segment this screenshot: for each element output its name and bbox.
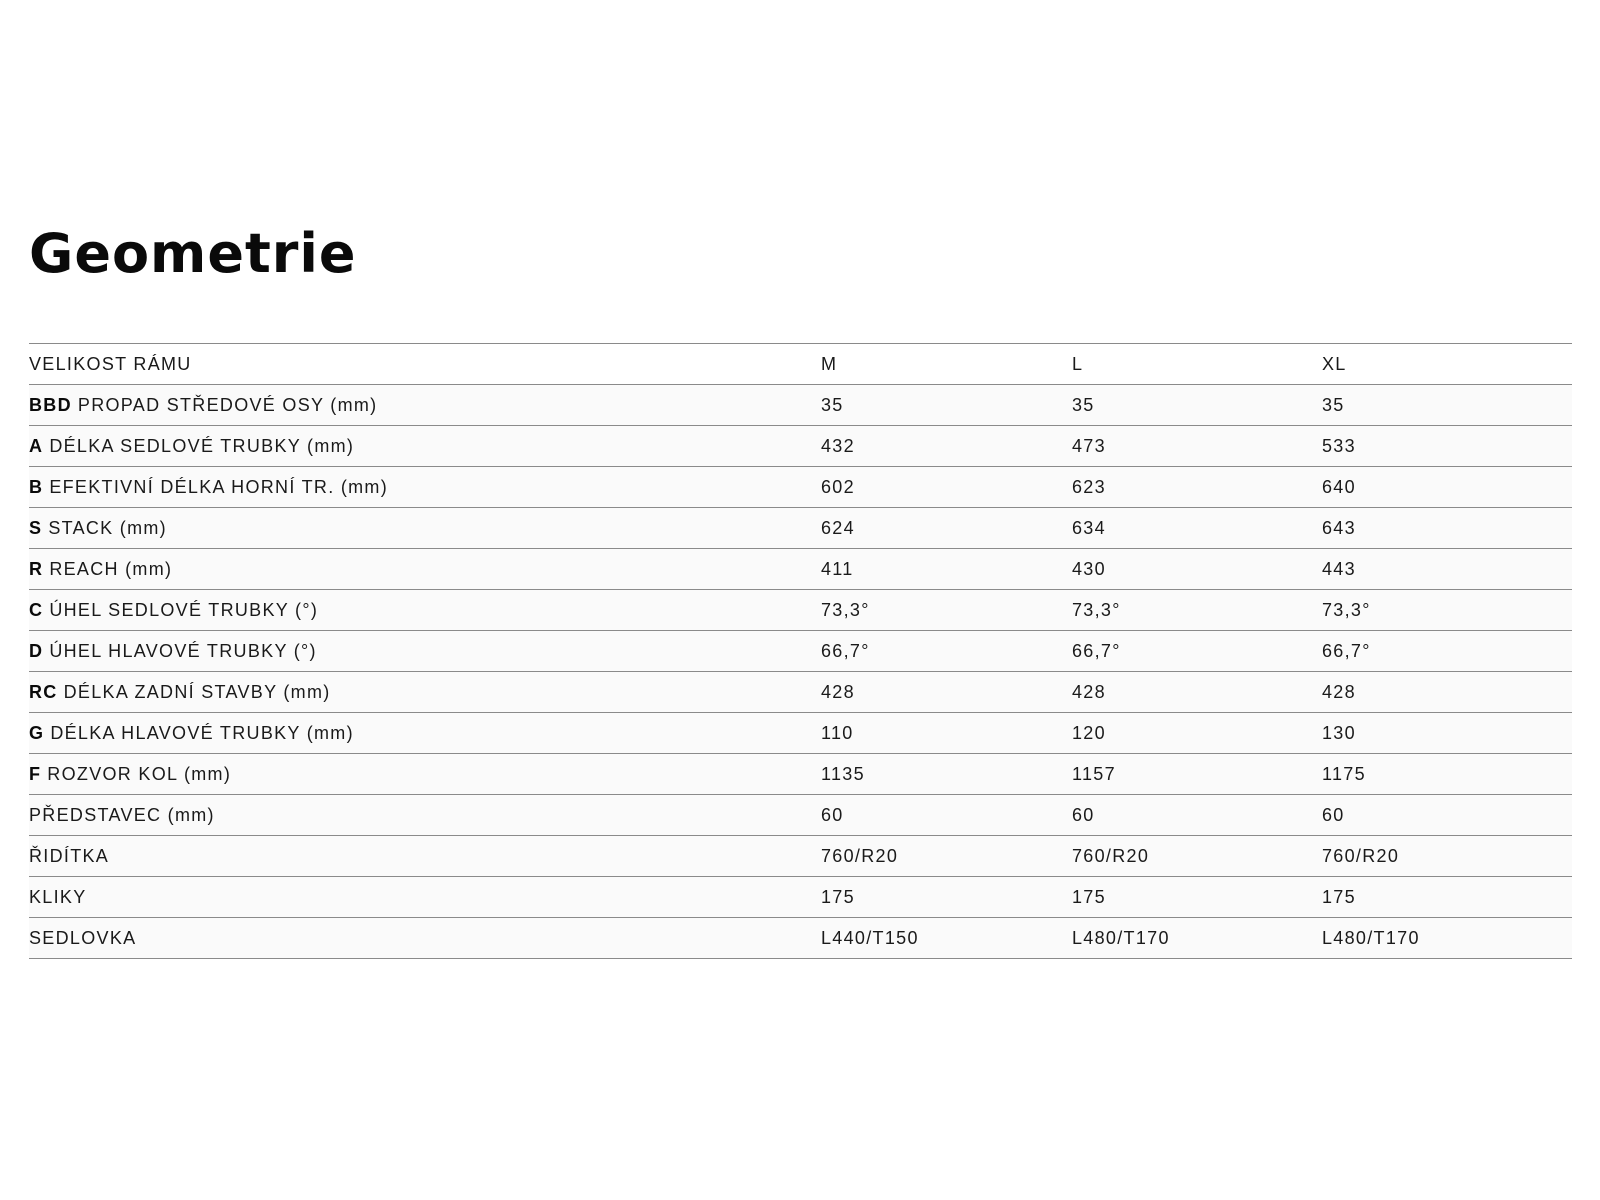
table-row	[29, 918, 1572, 959]
table-row	[29, 877, 1572, 918]
table-row	[29, 713, 1572, 754]
value-l: 1157	[1072, 764, 1116, 784]
table-row	[29, 385, 1572, 426]
value-xl: 443	[1322, 559, 1356, 579]
value-l: 623	[1072, 477, 1106, 497]
geometry-table	[29, 343, 1572, 959]
value-xl: 533	[1322, 436, 1356, 456]
value-xl: 643	[1322, 518, 1356, 538]
row-label	[29, 918, 136, 958]
row-label-text: REACH (mm)	[49, 559, 173, 579]
value-l: L480/T170	[1072, 928, 1170, 948]
value-m: L440/T150	[821, 928, 919, 948]
row-label-text: EFEKTIVNÍ DÉLKA HORNÍ TR. (mm)	[49, 477, 389, 497]
value-xl: 1175	[1322, 764, 1366, 784]
value-l: 634	[1072, 518, 1106, 538]
value-m: 175	[821, 887, 855, 907]
row-code: F	[29, 764, 42, 784]
value-m: 66,7°	[821, 641, 870, 661]
value-xl: 73,3°	[1322, 600, 1371, 620]
row-label	[29, 877, 87, 917]
row-label-text: PŘEDSTAVEC (mm)	[29, 805, 215, 825]
header-frame-size-label: VELIKOST RÁMU	[29, 354, 192, 374]
row-label-text: ROZVOR KOL (mm)	[47, 764, 232, 784]
row-label-text: DÉLKA SEDLOVÉ TRUBKY (mm)	[49, 436, 355, 456]
value-xl: 428	[1322, 682, 1356, 702]
header-size-l: L	[1072, 354, 1084, 374]
row-code: G	[29, 723, 45, 743]
row-code: BBD	[29, 395, 72, 415]
value-l: 473	[1072, 436, 1106, 456]
row-label	[29, 549, 172, 589]
value-m: 1135	[821, 764, 865, 784]
row-label	[29, 713, 354, 753]
value-xl: 60	[1322, 805, 1345, 825]
table-row	[29, 590, 1572, 631]
table-row	[29, 631, 1572, 672]
row-label-text: STACK (mm)	[48, 518, 167, 538]
table-row	[29, 549, 1572, 590]
row-label	[29, 426, 354, 466]
row-label	[29, 385, 377, 425]
row-label-text: ÚHEL SEDLOVÉ TRUBKY (°)	[49, 600, 319, 620]
table-row	[29, 672, 1572, 713]
value-l: 66,7°	[1072, 641, 1121, 661]
value-l: 35	[1072, 395, 1095, 415]
row-code: D	[29, 641, 44, 661]
table-row	[29, 426, 1572, 467]
value-l: 428	[1072, 682, 1106, 702]
row-label	[29, 508, 167, 548]
value-m: 73,3°	[821, 600, 870, 620]
row-code: S	[29, 518, 43, 538]
value-l: 175	[1072, 887, 1106, 907]
value-xl: 130	[1322, 723, 1356, 743]
value-xl: 175	[1322, 887, 1356, 907]
row-label-text: ŘIDÍTKA	[29, 846, 110, 866]
table-row	[29, 467, 1572, 508]
row-label-text: SEDLOVKA	[29, 928, 137, 948]
value-xl: 760/R20	[1322, 846, 1400, 866]
value-l: 60	[1072, 805, 1095, 825]
value-m: 60	[821, 805, 844, 825]
value-m: 411	[821, 559, 854, 579]
row-code: C	[29, 600, 44, 620]
value-l: 760/R20	[1072, 846, 1150, 866]
row-label-text: KLIKY	[29, 887, 87, 907]
row-label-text: DÉLKA ZADNÍ STAVBY (mm)	[63, 682, 331, 702]
table-header-row	[29, 344, 1572, 385]
header-size-xl: XL	[1322, 354, 1347, 374]
row-label	[29, 754, 231, 794]
table-row	[29, 508, 1572, 549]
value-m: 432	[821, 436, 855, 456]
header-size-m: M	[821, 354, 838, 374]
table-row	[29, 795, 1572, 836]
row-label-text: DÉLKA HLAVOVÉ TRUBKY (mm)	[50, 723, 354, 743]
row-code: R	[29, 559, 44, 579]
value-m: 110	[821, 723, 854, 743]
row-label	[29, 467, 388, 507]
value-m: 602	[821, 477, 855, 497]
row-code: RC	[29, 682, 58, 702]
row-code: A	[29, 436, 44, 456]
row-code: B	[29, 477, 44, 497]
row-label-text: ÚHEL HLAVOVÉ TRUBKY (°)	[49, 641, 317, 661]
row-label	[29, 795, 215, 835]
table-row	[29, 836, 1572, 877]
value-m: 760/R20	[821, 846, 899, 866]
row-label	[29, 631, 317, 671]
value-xl: 35	[1322, 395, 1345, 415]
value-m: 35	[821, 395, 844, 415]
value-l: 120	[1072, 723, 1106, 743]
row-label	[29, 672, 331, 712]
value-l: 73,3°	[1072, 600, 1121, 620]
row-label	[29, 836, 109, 876]
value-m: 624	[821, 518, 855, 538]
row-label-text: PROPAD STŘEDOVÉ OSY (mm)	[77, 395, 378, 415]
value-xl: 66,7°	[1322, 641, 1371, 661]
value-xl: 640	[1322, 477, 1356, 497]
row-label	[29, 590, 318, 630]
value-l: 430	[1072, 559, 1106, 579]
value-xl: L480/T170	[1322, 928, 1420, 948]
value-m: 428	[821, 682, 855, 702]
page-title: Geometrie	[29, 222, 357, 285]
table-row	[29, 754, 1572, 795]
